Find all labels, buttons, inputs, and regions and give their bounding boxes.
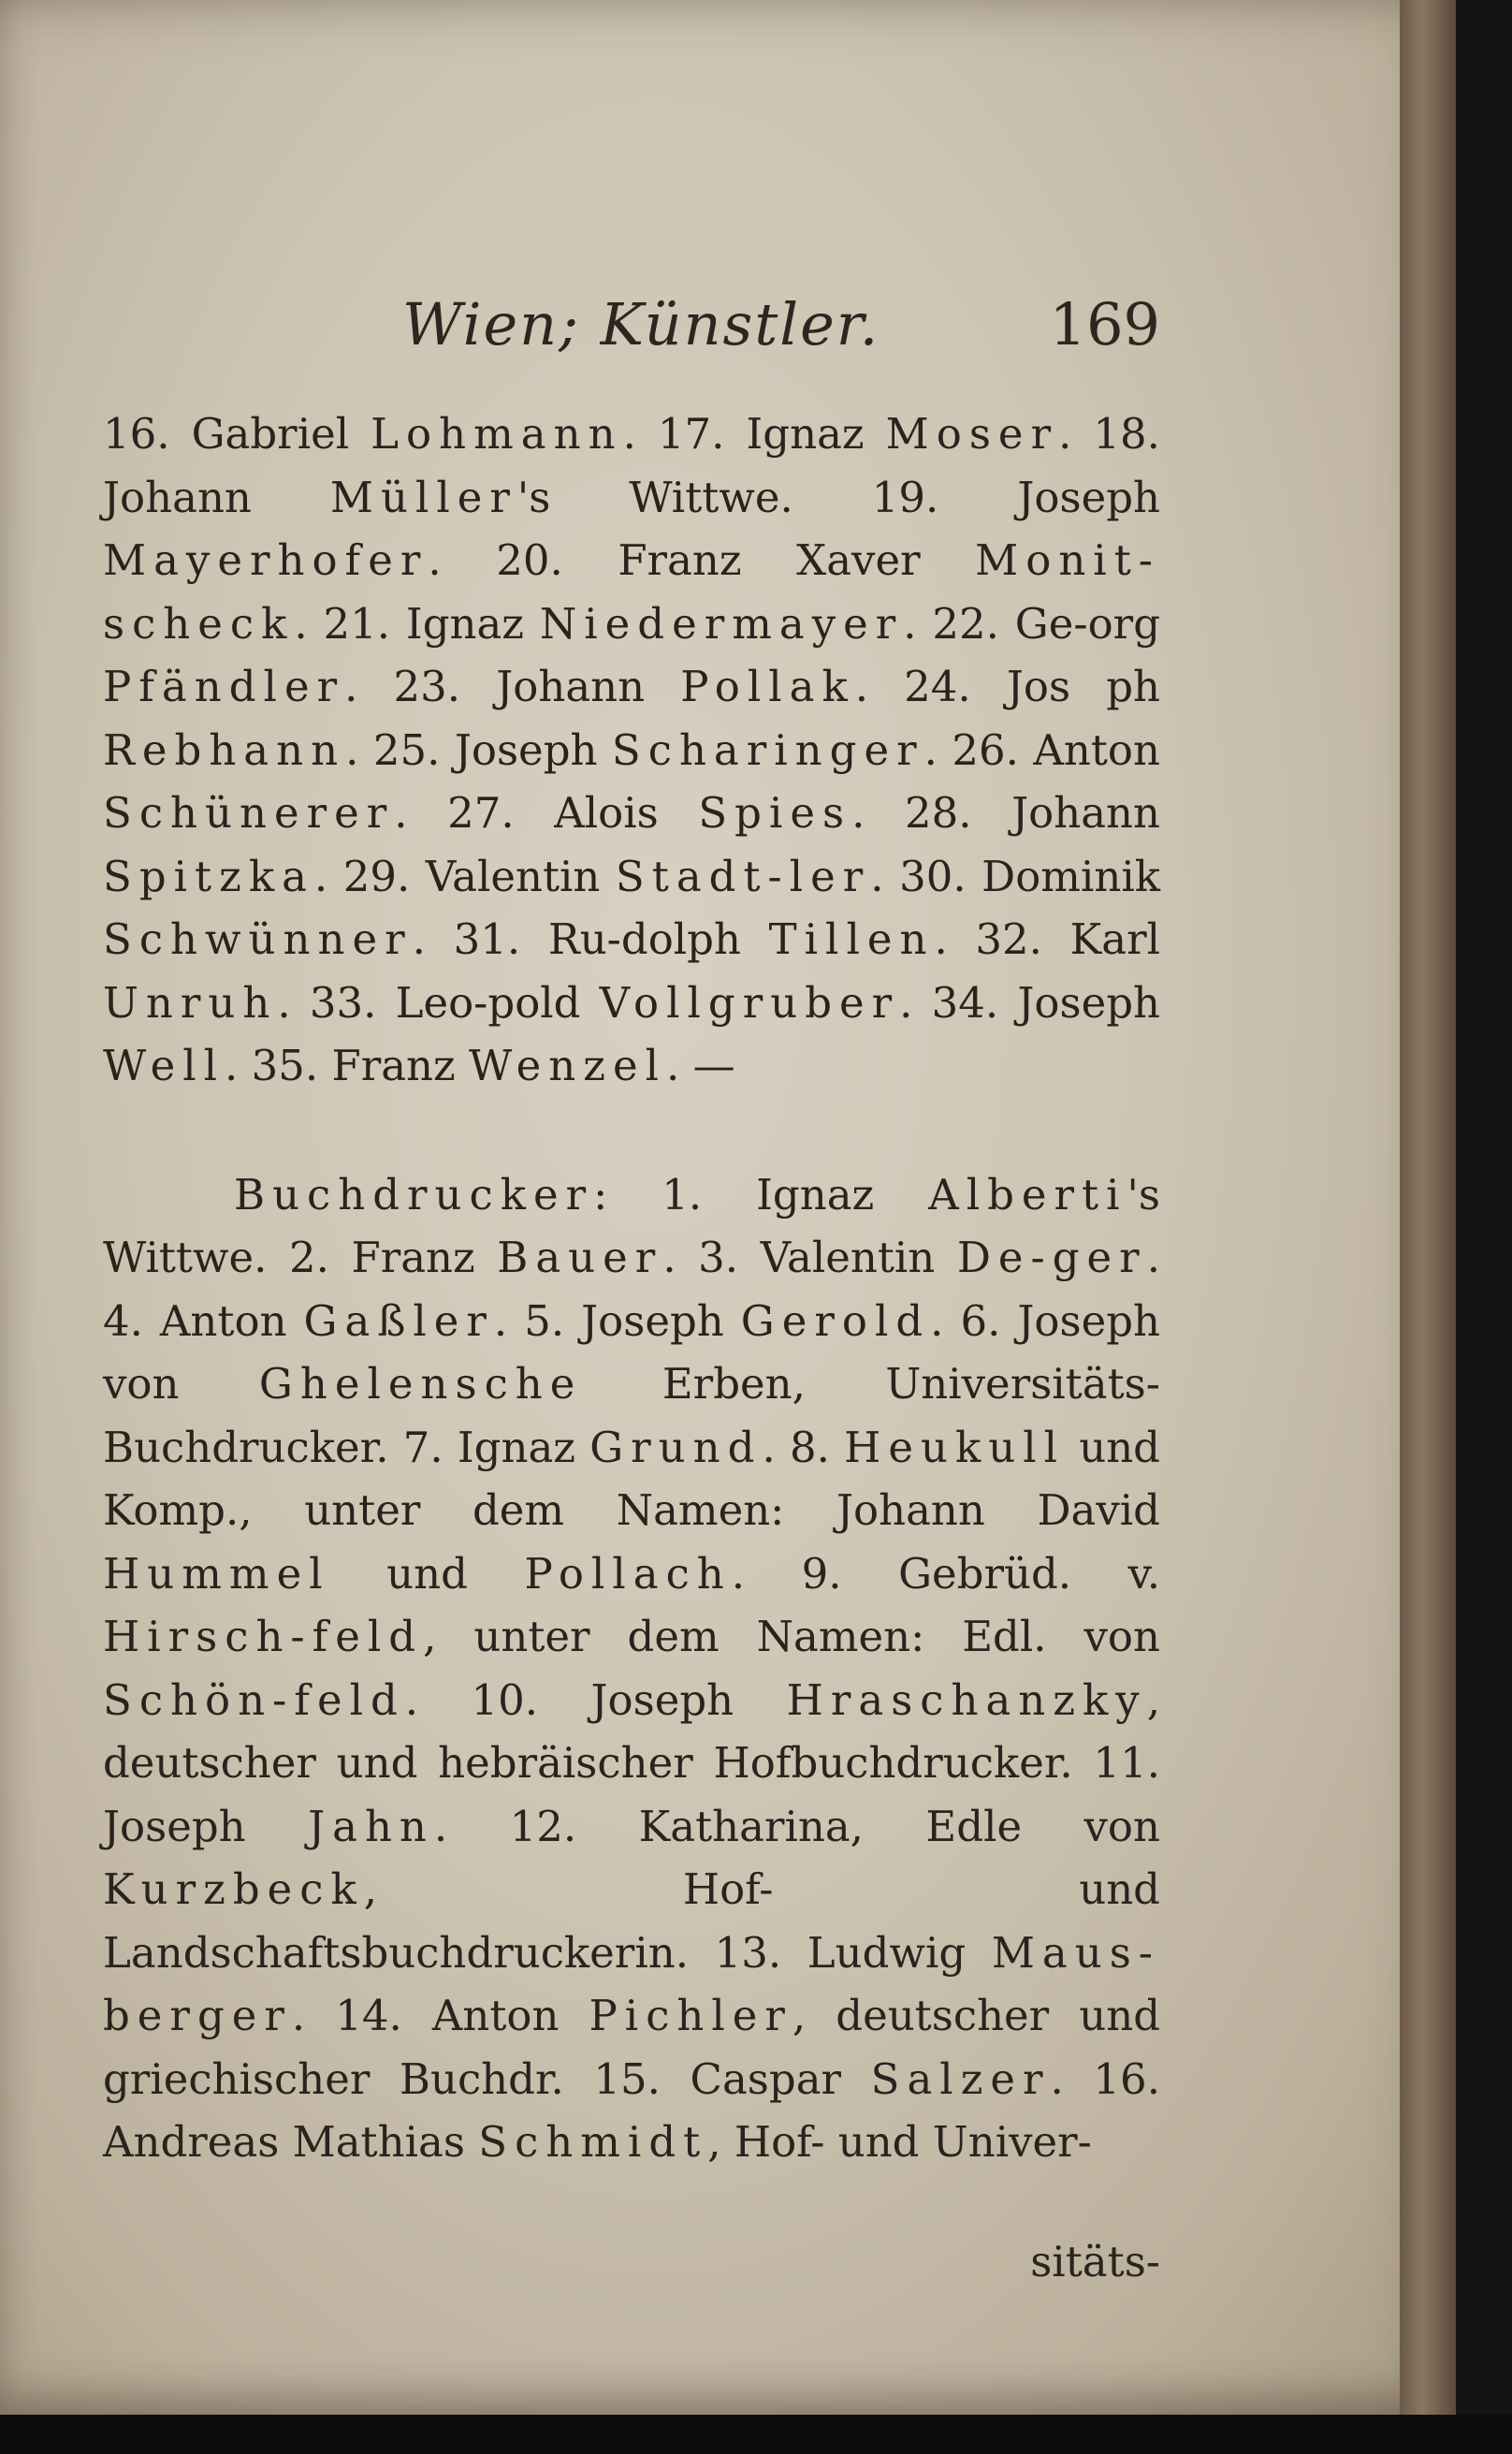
- text-segment: . 34. Joseph: [899, 977, 1160, 1028]
- name-spaced: Mayerhofer: [103, 535, 429, 585]
- text-segment: . 26. Anton: [923, 724, 1160, 775]
- name-spaced: Pfändler: [103, 662, 345, 711]
- text-segment: , deutscher und griechischer Buchdr. 15. Caspar: [103, 1991, 1160, 2104]
- body-text: [103, 402, 1160, 2174]
- text-segment: Erben, Universitäts-Buchdrucker. 7. Ignaz: [103, 1359, 1160, 1472]
- text-segment: . 21. Ignaz: [294, 598, 540, 649]
- name-spaced: Salzer: [870, 2053, 1051, 2104]
- page-number: 169: [1049, 290, 1160, 358]
- name-spaced: Unruh: [103, 977, 278, 1028]
- text-segment: . 17. Ignaz: [622, 409, 886, 459]
- name-spaced: Tillen: [768, 914, 935, 964]
- name-spaced: Spitzka: [103, 851, 314, 901]
- page-header: [103, 281, 1160, 384]
- background-bottom: [0, 2415, 1512, 2454]
- text-segment: . 16. Andreas Mathias: [103, 2053, 1160, 2167]
- text-segment: . 24. Jos ph: [854, 662, 1160, 711]
- text-segment: . 18. Johann: [103, 409, 1160, 522]
- name-spaced: Pollach: [524, 1548, 732, 1599]
- text-segment: . 30. Dominik: [870, 851, 1160, 901]
- name-spaced: Alberti: [928, 1169, 1127, 1220]
- name-spaced: Stadt-ler: [615, 851, 871, 901]
- name-spaced: Niedermayer: [539, 598, 904, 649]
- text-segment: . —: [665, 1041, 735, 1090]
- text-segment: . 20. Franz Xaver: [428, 535, 976, 585]
- name-spaced: De-ger: [956, 1233, 1147, 1282]
- text-segment: . 29. Valentin: [313, 851, 616, 901]
- name-spaced: Schwünner: [103, 914, 413, 964]
- text-segment: . 32. Karl: [934, 914, 1160, 964]
- text-segment: . 28. Johann: [851, 788, 1160, 838]
- running-head: Wien; Künstler.: [402, 290, 880, 358]
- name-spaced: Lohmann: [371, 409, 623, 459]
- text-segment: . 6. Joseph von: [103, 1295, 1161, 1409]
- name-spaced: Scharinger: [611, 724, 924, 775]
- text-segment: . 10. Joseph: [404, 1674, 787, 1725]
- name-spaced: Maus-berger: [103, 1927, 1160, 2040]
- text-segment: . 25. Joseph: [345, 724, 612, 775]
- name-spaced: Moser: [885, 409, 1059, 459]
- text-segment: . 12. Katharina, Edle von: [433, 1801, 1161, 1851]
- name-spaced: Gaßler: [303, 1295, 494, 1346]
- name-spaced: Monit-scheck: [103, 535, 1160, 649]
- text-segment: , deutscher und hebräischer Hofbuchdrucker. 11. Joseph: [103, 1674, 1160, 1851]
- name-spaced: Heukull: [844, 1422, 1065, 1472]
- page-edge: [1400, 0, 1456, 2415]
- text-segment: . 8.: [762, 1422, 845, 1472]
- name-spaced: Ghelensche: [258, 1359, 583, 1409]
- text-segment: , unter dem Namen: Edl. von: [423, 1612, 1160, 1661]
- text-segment: : 1. Ignaz: [593, 1169, 929, 1220]
- catchword: sitäts-: [1030, 2237, 1160, 2286]
- name-spaced: Hraschanzky: [786, 1674, 1147, 1725]
- text-segment: . 4. Anton: [103, 1233, 1161, 1346]
- name-spaced: Well: [103, 1041, 225, 1090]
- text-segment: . 9. Gebrüd. v.: [731, 1548, 1160, 1599]
- name-spaced: Schünerer: [103, 788, 395, 838]
- name-spaced: Hummel: [103, 1548, 330, 1599]
- text-segment: und Komp., unter dem Namen: Johann David: [103, 1422, 1160, 1535]
- text-segment: , Hof- und Landschaftsbuchdruckerin. 13. Ludwig: [103, 1864, 1160, 1978]
- text-segment: . 27. Alois: [394, 788, 699, 838]
- text-segment: . 31. Ru-dolph: [412, 914, 769, 964]
- text-segment: 's Wittwe. 19. Joseph: [516, 472, 1160, 522]
- text-segment: . 22. Ge-org: [903, 598, 1161, 649]
- name-spaced: Schön-feld: [103, 1674, 405, 1725]
- text-segment: 16. Gabriel: [103, 409, 371, 459]
- text-segment: , Hof- und Univer-: [707, 2117, 1092, 2167]
- name-spaced: Jahn: [308, 1801, 434, 1851]
- name-spaced: Müller: [329, 472, 517, 522]
- text-segment: . 14. Anton: [291, 1991, 589, 2040]
- text-segment: 's Wittwe. 2. Franz: [103, 1169, 1160, 1282]
- artist-list-paragraph: [103, 402, 1160, 1098]
- name-spaced: Gerold: [740, 1295, 931, 1346]
- name-spaced: Bauer: [497, 1233, 663, 1282]
- name-spaced: Hirsch-feld: [103, 1612, 424, 1661]
- text-segment: und: [329, 1548, 525, 1599]
- name-spaced: Grund: [589, 1422, 763, 1472]
- text-segment: . 3. Valentin: [662, 1233, 957, 1282]
- printers-paragraph: [103, 1163, 1160, 2174]
- text-segment: . 23. Johann: [344, 662, 681, 711]
- text-segment: . 35. Franz: [225, 1041, 470, 1090]
- text-segment: . 33. Leo-pold: [277, 977, 600, 1028]
- name-spaced: Vollgruber: [599, 977, 900, 1028]
- name-spaced: Kurzbeck: [103, 1864, 364, 1914]
- name-spaced: Schmidt: [478, 2117, 708, 2167]
- name-spaced: Spies: [698, 788, 852, 838]
- name-spaced: Rebhann: [103, 724, 346, 775]
- name-spaced: Buchdrucker: [234, 1169, 594, 1220]
- name-spaced: Wenzel: [469, 1041, 666, 1090]
- text-segment: . 5. Joseph: [493, 1295, 741, 1346]
- name-spaced: Pollak: [680, 662, 855, 711]
- name-spaced: Pichler: [589, 1991, 792, 2040]
